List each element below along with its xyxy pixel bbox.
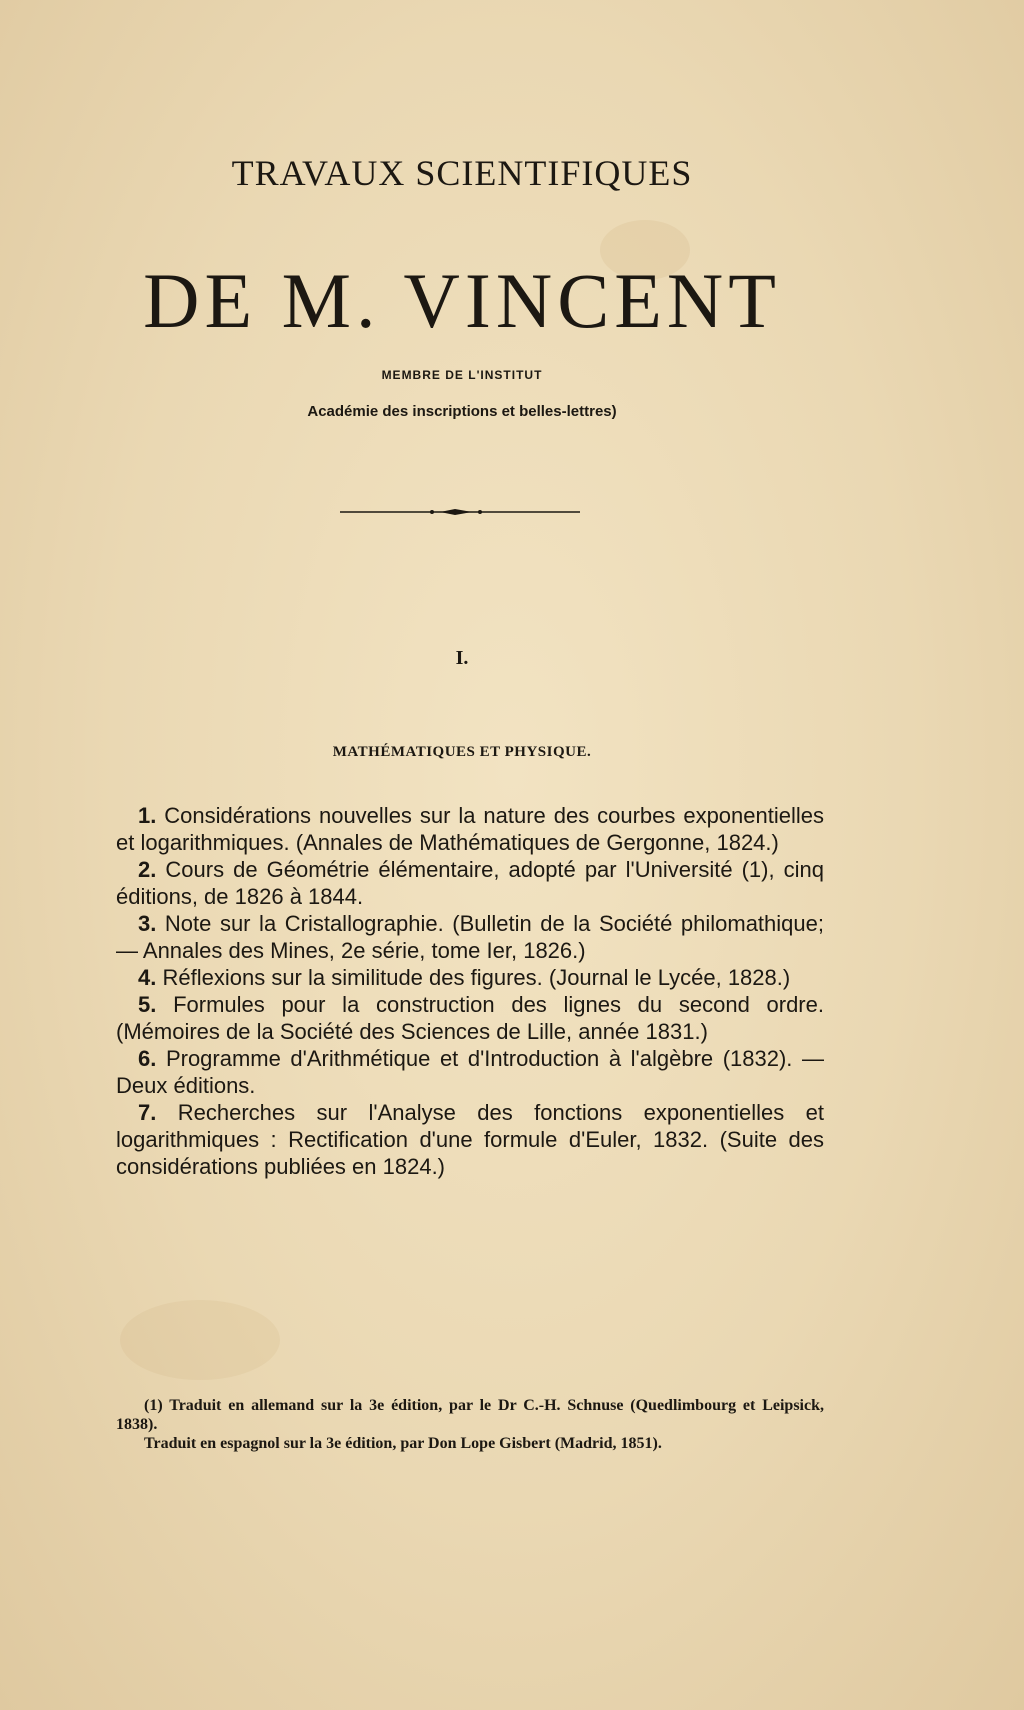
entry-text: Recherches sur l'Analyse des fonctions exponentielles et logarithmiques : Rectification d'une formule d'Euler, 1832. (Suite des considérations publiées en 1824.) xyxy=(116,1100,824,1179)
entry-number: 2. xyxy=(138,857,157,882)
footnote: (1) Traduit en allemand sur la 3e édition, par le Dr C.-H. Schnuse (Quedlimbourg et Leipsick, 1838). xyxy=(116,1397,824,1433)
paper-stain xyxy=(120,1300,280,1380)
list-item xyxy=(116,1045,824,1099)
entry-number: 1. xyxy=(138,803,157,828)
entry-text: Réflexions sur la similitude des figures. (Journal le Lycée, 1828.) xyxy=(162,965,791,990)
entry-text: Cours de Géométrie élémentaire, adopté par l'Université (1), cinq éditions, de 1826 à 1844. xyxy=(116,857,824,909)
entry-number: 4. xyxy=(138,965,157,990)
footnote: Traduit en espagnol sur la 3e édition, par Don Lope Gisbert (Madrid, 1851). xyxy=(144,1435,662,1452)
list-item xyxy=(116,964,824,991)
membership-line: MEMBRE DE L'INSTITUT xyxy=(381,368,543,382)
entry-number: 5. xyxy=(138,992,157,1017)
title-line-1: TRAVAUX SCIENTIFIQUES xyxy=(231,153,693,193)
entry-text: Programme d'Arithmétique et d'Introduction à l'algèbre (1832). — Deux éditions. xyxy=(116,1046,824,1098)
entry-number: 7. xyxy=(138,1100,157,1125)
list-item xyxy=(116,910,824,964)
entries-list xyxy=(116,802,824,1180)
entry-number: 6. xyxy=(138,1046,157,1071)
section-number: I. xyxy=(455,647,469,669)
footnotes xyxy=(116,1396,824,1453)
title-line-2: DE M. VINCENT xyxy=(143,257,781,344)
list-item xyxy=(116,802,824,856)
entry-text: Formules pour la construction des lignes du second ordre. (Mémoires de la Société des Sciences de Lille, année 1831.) xyxy=(116,992,824,1044)
ornament-divider xyxy=(340,506,580,518)
section-title: MATHÉMATIQUES ET PHYSIQUE. xyxy=(332,744,592,760)
entry-text: Note sur la Cristallographie. (Bulletin de la Société philomathique; — Annales des Mines, 2e série, tome Ier, 1826.) xyxy=(116,911,824,963)
list-item xyxy=(116,1099,824,1180)
list-item xyxy=(116,991,824,1045)
academy-line: Académie des inscriptions et belles-lettres) xyxy=(307,403,617,420)
entry-text: Considérations nouvelles sur la nature des courbes exponentielles et logarithmiques. (Annales de Mathématiques de Gergonne, 1824.) xyxy=(116,803,824,855)
list-item xyxy=(116,856,824,910)
entry-number: 3. xyxy=(138,911,157,936)
